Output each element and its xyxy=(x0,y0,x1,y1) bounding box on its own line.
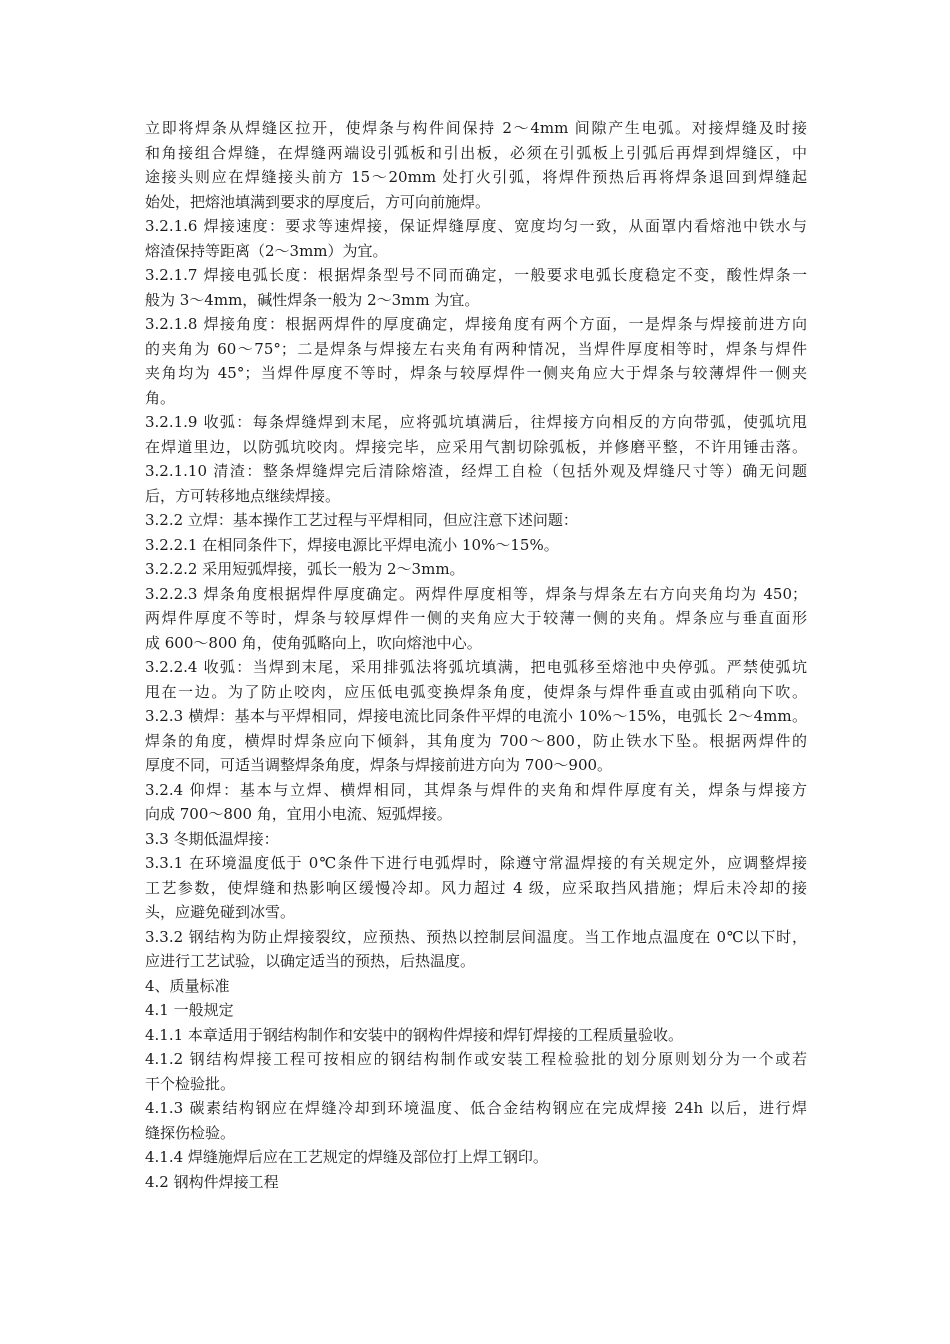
text-line: 4.1.1 本章适用于钢结构制作和安装中的钢构件焊接和焊钉焊接的工程质量验收。 xyxy=(145,1025,683,1044)
text-line: 3.2.1.9 收弧：每条焊缝焊到末尾，应将弧坑填满后，往焊接方向相反的方向带弧，使弧坑甩 xyxy=(145,413,807,431)
text-line: 3.2.1.10 清渣：整条焊缝焊完后清除熔渣，经焊工自检（包括外观及焊缝尺寸等）确无问题 xyxy=(145,462,807,480)
text-line: 4.1.3 碳素结构钢应在焊缝冷却到环境温度、低合金结构钢应在完成焊接 24h 以后，进行焊 xyxy=(145,1099,807,1117)
text-line: 3.2.2.1 在相同条件下，焊接电源比平焊电流小 10%～15%。 xyxy=(145,535,559,554)
text-line: 3.2.1.7 焊接电弧长度：根据焊条型号不同而确定，一般要求电弧长度稳定不变，酸性焊条一 xyxy=(145,266,807,284)
text-line: 立即将焊条从焊缝区拉开，使焊条与构件间保持 2～4mm 间隙产生电弧。对接焊缝及时接 xyxy=(145,119,807,137)
text-line: 4.1 一般规定 xyxy=(145,1001,234,1019)
text-line: 3.3 冬期低温焊接： xyxy=(145,829,279,848)
text-line: 应进行工艺试验，以确定适当的预热，后热温度。 xyxy=(145,952,476,970)
text-line: 3.3.1 在环境温度低于 0℃条件下进行电弧焊时，除遵守常温焊接的有关规定外，应调整焊接 xyxy=(145,854,807,872)
text-line: 始处，把熔池填满到要求的厚度后，方可向前施焊。 xyxy=(145,192,491,211)
text-line: 两焊件厚度不等时，焊条与较厚焊件一侧的夹角应大于较薄一侧的夹角。焊条应与垂直面形 xyxy=(145,609,807,627)
text-line: 3.2.2.2 采用短弧焊接，弧长一般为 2～3mm。 xyxy=(145,560,465,578)
text-line: 3.2.1.6 焊接速度：要求等速焊接，保证焊缝厚度、宽度均匀一致，从面罩内看熔池中铁水与 xyxy=(145,217,807,235)
text-line: 和角接组合焊缝，在焊缝两端设引弧板和引出板，必须在引弧板上引弧后再焊到焊缝区，中 xyxy=(145,143,807,162)
text-line: 角。 xyxy=(145,388,176,407)
text-line: 甩在一边。为了防止咬肉，应压低电弧变换焊条角度，使焊条与焊件垂直或由弧稍向下吹。 xyxy=(145,682,807,701)
text-line: 干个检验批。 xyxy=(145,1074,236,1093)
text-line: 的夹角为 60～75°；二是焊条与焊接左右夹角有两种情况，当焊件厚度相等时，焊条与焊件 xyxy=(145,339,807,358)
text-line: 3.2.2.3 焊条角度根据焊件厚度确定。两焊件厚度相等，焊条与焊条左右方向夹角均为 450； xyxy=(145,584,807,603)
body-text xyxy=(145,116,807,1194)
text-line: 向成 700～800 角，宜用小电流、短弧焊接。 xyxy=(145,805,452,823)
text-line: 3.2.1.8 焊接角度：根据两焊件的厚度确定，焊接角度有两个方面，一是焊条与焊接前进方向 xyxy=(145,315,807,333)
text-line: 缝探伤检验。 xyxy=(145,1123,236,1142)
text-line: 3.2.2.4 收弧：当焊到末尾，采用排弧法将弧坑填满，把电弧移至熔池中央停弧。严禁使弧坑 xyxy=(145,658,807,676)
text-line: 4、质量标准 xyxy=(145,976,230,995)
text-line: 成 600～800 角，使角弧略向上，吹向熔池中心。 xyxy=(145,633,482,652)
text-line: 4.2 钢构件焊接工程 xyxy=(145,1172,279,1191)
text-line: 4.1.4 焊缝施焊后应在工艺规定的焊缝及部位打上焊工钢印。 xyxy=(145,1148,548,1166)
text-line: 后，方可转移地点继续焊接。 xyxy=(145,486,341,505)
text-line: 焊条的角度，横焊时焊条应向下倾斜，其角度为 700～800，防止铁水下坠。根据两焊件的 xyxy=(145,731,807,750)
text-line: 般为 3～4mm，碱性焊条一般为 2～3mm 为宜。 xyxy=(145,290,480,309)
text-line: 在焊道里边，以防弧坑咬肉。焊接完毕，应采用气割切除弧板，并修磨平整，不许用锤击落。 xyxy=(145,437,807,456)
text-line: 4.1.2 钢结构焊接工程可按相应的钢结构制作或安装工程检验批的划分原则划分为一个或若 xyxy=(145,1050,807,1068)
text-line: 头，应避免碰到冰雪。 xyxy=(145,903,296,921)
text-line: 熔渣保持等距离（2～3mm）为宜。 xyxy=(145,241,388,260)
text-line: 工艺参数，使焊缝和热影响区缓慢冷却。风力超过 4 级，应采取挡风措施；焊后未冷却的接 xyxy=(145,878,807,897)
text-line: 3.2.2 立焊：基本操作工艺过程与平焊相同，但应注意下述问题： xyxy=(145,511,578,529)
text-line: 厚度不同，可适当调整焊条角度，焊条与焊接前进方向为 700～900。 xyxy=(145,756,613,774)
text-line: 3.2.3 横焊：基本与平焊相同，焊接电流比同条件平焊的电流小 10%～15%，电弧长 2～4mm。 xyxy=(145,707,807,725)
text-line: 3.3.2 钢结构为防止焊接裂纹，应预热、预热以控制层间温度。当工作地点温度在 0℃以下时， xyxy=(145,927,807,946)
text-line: 夹角均为 45°；当焊件厚度不等时，焊条与较厚焊件一侧夹角应大于焊条与较薄焊件一侧夹 xyxy=(145,364,807,382)
text-line: 3.2.4 仰焊：基本与立焊、横焊相同，其焊条与焊件的夹角和焊件厚度有关，焊条与焊接方 xyxy=(145,780,807,799)
text-line: 途接头则应在焊缝接头前方 15～20mm 处打火引弧，将焊件预热后再将焊条退回到焊缝起 xyxy=(145,168,807,186)
